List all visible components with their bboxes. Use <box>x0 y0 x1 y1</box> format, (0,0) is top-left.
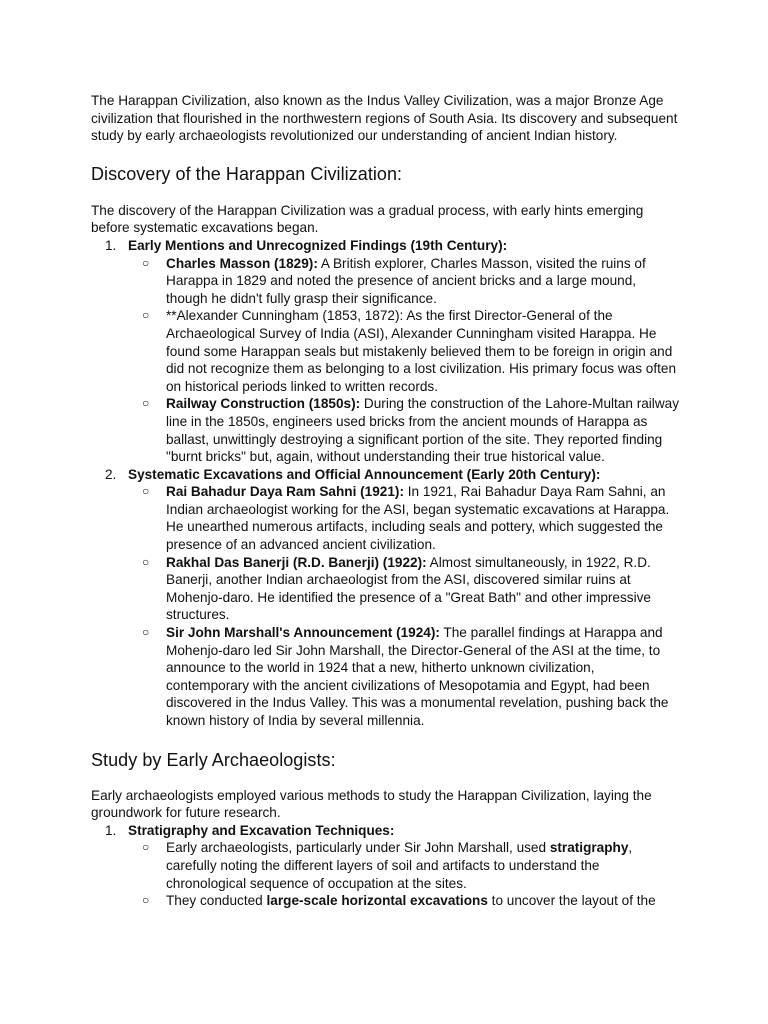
circle-bullet-icon: ○ <box>142 396 150 411</box>
list-number: 1. <box>105 237 117 253</box>
list-item <box>128 554 681 624</box>
circle-bullet-icon: ○ <box>142 625 150 640</box>
study-item-1 <box>91 822 681 910</box>
discovery-item-2 <box>91 466 681 730</box>
bullet-text: A British explorer, Charles Masson, visited the ruins of Harappa in 1829 and noted the presence of ancient bricks and a large mound, though he didn't fully grasp their significance. <box>166 255 646 306</box>
circle-bullet-icon: ○ <box>142 840 150 855</box>
circle-bullet-icon: ○ <box>142 308 150 323</box>
bullet-bold-lead: Sir John Marshall's Announcement (1924): <box>166 625 440 641</box>
study-item-1-title: Stratigraphy and Excavation Techniques: <box>128 822 395 838</box>
bullet-text: In 1921, Rai Bahadur Daya Ram Sahni, an Indian archaeologist working for the ASI, began systematic excavations at Harappa. He unearthed numerous artifacts, including seals and pottery, which suggested the presence of an advanced ancient civilization. <box>166 484 670 553</box>
bullet-text: Almost simultaneously, in 1922, R.D. Banerji, another Indian archaeologist from the ASI, discovered similar ruins at Mohenjo-daro. He identified the presence of a "Great Bath" and other impressive structures. <box>166 554 651 623</box>
study-item-1-bullets <box>128 839 681 909</box>
bullet-bold-term: stratigraphy <box>549 840 629 856</box>
discovery-item-2-bullets <box>128 483 681 729</box>
circle-bullet-icon: ○ <box>142 255 150 270</box>
bullet-text: Early archaeologists, particularly under Sir John Marshall, used <box>166 840 550 856</box>
bullet-text: , carefully noting the different layers of soil and artifacts to understand the chronological sequence of occupation at the sites. <box>166 840 633 891</box>
study-list <box>91 822 681 910</box>
discovery-heading: Discovery of the Harappan Civilization: <box>91 163 403 184</box>
bullet-bold-lead: Rai Bahadur Daya Ram Sahni (1921): <box>166 484 404 500</box>
bullet-bold-lead: Rakhal Das Banerji (R.D. Banerji) (1922): <box>166 554 427 570</box>
document-content <box>91 92 681 910</box>
list-item <box>128 839 681 892</box>
circle-bullet-icon: ○ <box>142 484 150 499</box>
discovery-item-2-title: Systematic Excavations and Official Announcement (Early 20th Century): <box>128 466 601 482</box>
bullet-bold-lead: Railway Construction (1850s): <box>166 396 361 412</box>
study-heading: Study by Early Archaeologists: <box>91 749 336 770</box>
discovery-item-1 <box>91 237 681 466</box>
list-item <box>128 624 681 730</box>
bullet-text: The parallel findings at Harappa and Mohenjo-daro led Sir John Marshall, the Director-General of the ASI at the time, to announce to the world in 1924 that a new, hitherto unknown civilization, contemporary with the ancient civilizations of Mesopotamia and Egypt, had been discovered in the Indus Valley. This was a monumental revelation, pushing back the known history of India by several millennia. <box>166 625 669 728</box>
list-number: 2. <box>105 466 117 482</box>
discovery-item-1-title: Early Mentions and Unrecognized Findings (19th Century): <box>128 237 508 253</box>
discovery-item-1-bullets <box>128 255 681 466</box>
list-item <box>128 483 681 553</box>
list-item <box>128 892 681 910</box>
circle-bullet-icon: ○ <box>142 554 150 569</box>
list-item <box>128 395 681 465</box>
list-item <box>128 255 681 308</box>
circle-bullet-icon: ○ <box>142 893 150 908</box>
list-item <box>128 307 681 395</box>
bullet-text: to uncover the layout of the <box>487 893 656 909</box>
study-lead: Early archaeologists employed various methods to study the Harappan Civilization, laying the groundwork for future research. <box>91 787 652 821</box>
discovery-list <box>91 237 681 730</box>
list-number: 1. <box>105 822 117 838</box>
intro-paragraph: The Harappan Civilization, also known as the Indus Valley Civilization, was a major Bronze Age civilization that flourished in the northwestern regions of South Asia. Its discovery and subsequent study by early archaeologists revolutionized our understanding of ancient Indian history. <box>91 93 678 144</box>
bullet-text: They conducted <box>166 893 267 909</box>
bullet-bold-lead: Charles Masson (1829): <box>166 255 318 271</box>
bullet-text: **Alexander Cunningham (1853, 1872): As the first Director-General of the Archaeological Survey of India (ASI), Alexander Cunningham visited Harappa. He found some Harappan seals but mistakenly believed them to be foreign in origin and did not recognize them as belonging to a lost civilization. His primary focus was often on historical periods linked to written records. <box>166 308 677 394</box>
bullet-text: During the construction of the Lahore-Multan railway line in the 1850s, engineers used bricks from the ancient mounds of Harappa as ballast, unwittingly destroying a significant portion of the site. They reported finding "burnt bricks" but, again, without understanding their true historical value. <box>166 396 680 465</box>
discovery-lead: The discovery of the Harappan Civilization was a gradual process, with early hints emerging before systematic excavations began. <box>91 202 644 236</box>
bullet-bold-term: large-scale horizontal excavations <box>266 893 488 909</box>
